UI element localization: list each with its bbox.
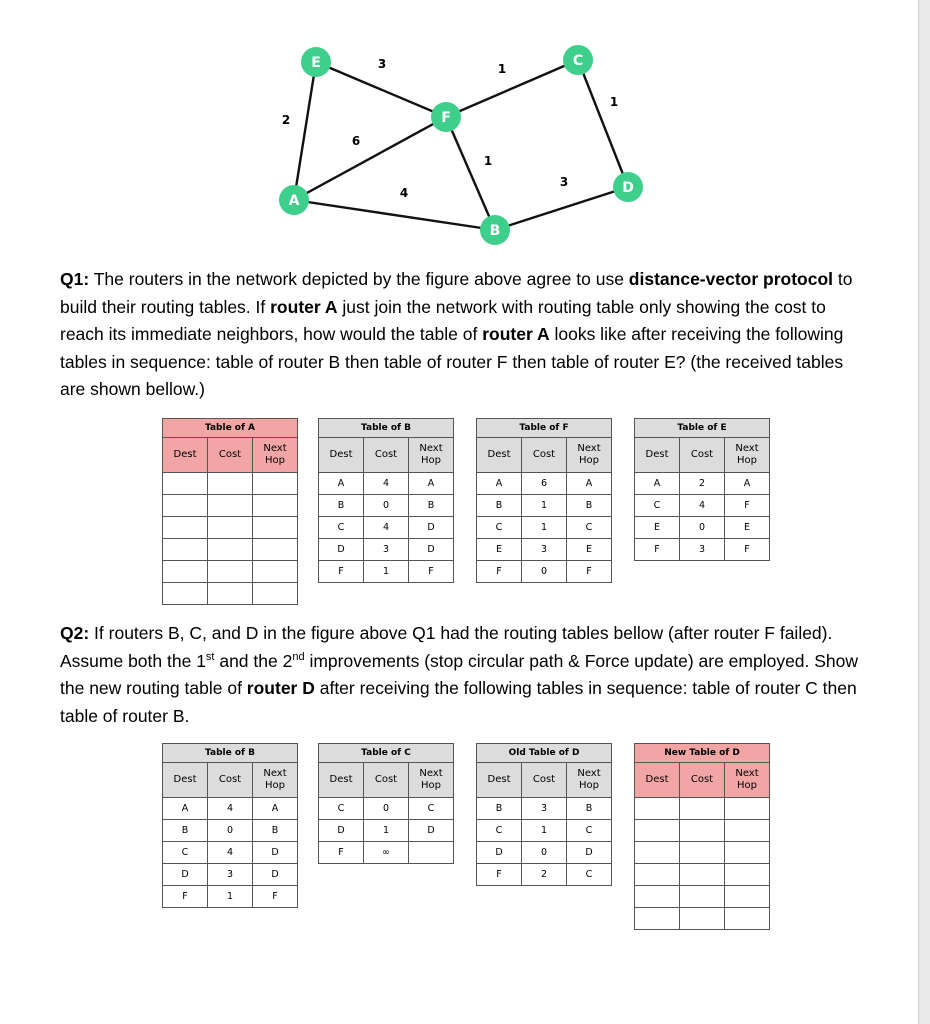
cell-dest: C bbox=[477, 517, 522, 539]
cell-dest bbox=[163, 561, 208, 583]
cell-dest: B bbox=[477, 495, 522, 517]
table-title-row bbox=[319, 744, 454, 763]
table-header-row bbox=[635, 763, 770, 798]
cell-next-hop: C bbox=[567, 517, 612, 539]
node-label-B: B bbox=[489, 223, 501, 239]
header-next: Next bbox=[735, 443, 759, 454]
edge-cost-E-A: 2 bbox=[281, 113, 291, 127]
cell-dest: A bbox=[635, 473, 680, 495]
cell-cost: 3 bbox=[680, 539, 725, 561]
edge-F-C bbox=[446, 60, 578, 117]
cell-dest bbox=[635, 820, 680, 842]
cell-dest: C bbox=[635, 495, 680, 517]
edge-C-D bbox=[578, 60, 628, 187]
cell-dest bbox=[163, 473, 208, 495]
header-next: Next bbox=[577, 768, 601, 779]
network-graph bbox=[0, 0, 700, 250]
table-title: Table of F bbox=[477, 419, 612, 438]
cell-next-hop bbox=[253, 473, 298, 495]
cell-next-hop: B bbox=[409, 495, 454, 517]
table-title-row bbox=[163, 744, 298, 763]
cell-dest: C bbox=[319, 517, 364, 539]
table-title-row bbox=[477, 744, 612, 763]
edge-cost-A-F: 6 bbox=[351, 134, 361, 148]
cell-cost bbox=[680, 886, 725, 908]
header-hop: Hop bbox=[421, 455, 441, 466]
cell-next-hop: E bbox=[725, 517, 770, 539]
cell-next-hop bbox=[725, 842, 770, 864]
cell-cost: 1 bbox=[522, 517, 567, 539]
table-header-row bbox=[477, 763, 612, 798]
cell-cost: 1 bbox=[522, 495, 567, 517]
table-row bbox=[319, 798, 454, 820]
cell-cost bbox=[680, 798, 725, 820]
table-title: Table of B bbox=[319, 419, 454, 438]
header-dest: Dest bbox=[477, 438, 522, 473]
cell-dest: C bbox=[163, 842, 208, 864]
table-row bbox=[635, 798, 770, 820]
header-next-hop bbox=[567, 763, 612, 798]
header-hop: Hop bbox=[737, 780, 757, 791]
edge-E-A bbox=[294, 62, 316, 200]
edge-cost-E-F: 3 bbox=[377, 57, 387, 71]
edge-cost-C-D: 1 bbox=[609, 95, 619, 109]
cell-next-hop bbox=[253, 495, 298, 517]
cell-cost: 0 bbox=[522, 842, 567, 864]
cell-cost bbox=[208, 473, 253, 495]
q2-table-3 bbox=[634, 743, 770, 930]
cell-next-hop: D bbox=[409, 517, 454, 539]
cell-next-hop bbox=[725, 908, 770, 930]
edge-A-B bbox=[294, 200, 495, 230]
edge-cost-B-D: 3 bbox=[559, 175, 569, 189]
cell-cost: ∞ bbox=[364, 842, 409, 864]
cell-cost bbox=[208, 517, 253, 539]
cell-cost bbox=[208, 495, 253, 517]
cell-cost: 1 bbox=[208, 886, 253, 908]
table-row bbox=[635, 842, 770, 864]
cell-next-hop: B bbox=[567, 798, 612, 820]
header-next-hop bbox=[567, 438, 612, 473]
cell-dest: F bbox=[319, 561, 364, 583]
table-row bbox=[319, 820, 454, 842]
cell-cost bbox=[680, 820, 725, 842]
cell-next-hop: F bbox=[567, 561, 612, 583]
cell-dest: A bbox=[319, 473, 364, 495]
table-title: Table of E bbox=[635, 419, 770, 438]
node-label-A: A bbox=[288, 193, 300, 209]
table-row bbox=[477, 539, 612, 561]
cell-cost: 4 bbox=[364, 517, 409, 539]
table-title-row bbox=[477, 419, 612, 438]
table-row bbox=[477, 473, 612, 495]
table-row bbox=[163, 539, 298, 561]
cell-cost: 3 bbox=[522, 798, 567, 820]
cell-dest bbox=[163, 517, 208, 539]
table-row bbox=[477, 798, 612, 820]
cell-next-hop bbox=[253, 539, 298, 561]
table-header-row bbox=[635, 438, 770, 473]
table-row bbox=[635, 517, 770, 539]
table-row bbox=[319, 473, 454, 495]
cell-cost: 3 bbox=[208, 864, 253, 886]
cell-cost bbox=[208, 539, 253, 561]
q2-table-2 bbox=[476, 743, 612, 886]
edge-cost-F-C: 1 bbox=[497, 62, 507, 76]
header-dest: Dest bbox=[319, 438, 364, 473]
node-label-D: D bbox=[622, 180, 634, 196]
cell-dest bbox=[635, 842, 680, 864]
header-dest: Dest bbox=[163, 438, 208, 473]
header-cost: Cost bbox=[364, 438, 409, 473]
table-title: Table of A bbox=[163, 419, 298, 438]
cell-cost: 2 bbox=[680, 473, 725, 495]
table-row bbox=[477, 495, 612, 517]
table-title: New Table of D bbox=[635, 744, 770, 763]
q1-table-0 bbox=[162, 418, 298, 605]
cell-dest: D bbox=[319, 820, 364, 842]
header-next: Next bbox=[419, 768, 443, 779]
cell-next-hop: F bbox=[409, 561, 454, 583]
table-title: Table of B bbox=[163, 744, 298, 763]
edge-cost-F-B: 1 bbox=[483, 154, 493, 168]
table-row bbox=[477, 864, 612, 886]
cell-dest bbox=[635, 798, 680, 820]
cell-next-hop: A bbox=[567, 473, 612, 495]
cell-next-hop: B bbox=[253, 820, 298, 842]
cell-dest bbox=[635, 864, 680, 886]
header-cost: Cost bbox=[680, 438, 725, 473]
table-row bbox=[163, 864, 298, 886]
cell-dest bbox=[163, 539, 208, 561]
cell-next-hop bbox=[253, 517, 298, 539]
cell-cost: 4 bbox=[680, 495, 725, 517]
table-header-row bbox=[319, 763, 454, 798]
edge-A-F bbox=[294, 117, 446, 200]
cell-next-hop: B bbox=[567, 495, 612, 517]
q2-table-1 bbox=[318, 743, 454, 864]
cell-next-hop bbox=[725, 820, 770, 842]
cell-cost: 0 bbox=[208, 820, 253, 842]
cell-dest bbox=[163, 583, 208, 605]
header-dest: Dest bbox=[163, 763, 208, 798]
header-dest: Dest bbox=[635, 438, 680, 473]
header-hop: Hop bbox=[421, 780, 441, 791]
cell-dest: F bbox=[477, 864, 522, 886]
table-row bbox=[163, 842, 298, 864]
cell-next-hop: A bbox=[409, 473, 454, 495]
cell-next-hop bbox=[725, 864, 770, 886]
cell-cost: 0 bbox=[364, 495, 409, 517]
header-next-hop bbox=[253, 438, 298, 473]
table-title-row bbox=[635, 744, 770, 763]
cell-dest: E bbox=[635, 517, 680, 539]
cell-next-hop: D bbox=[409, 820, 454, 842]
header-dest: Dest bbox=[477, 763, 522, 798]
header-hop: Hop bbox=[579, 455, 599, 466]
table-row bbox=[319, 539, 454, 561]
edge-F-B bbox=[446, 117, 495, 230]
cell-next-hop: F bbox=[725, 539, 770, 561]
q1-table-2 bbox=[476, 418, 612, 583]
cell-dest: F bbox=[635, 539, 680, 561]
node-label-C: C bbox=[572, 53, 584, 69]
cell-next-hop: C bbox=[567, 864, 612, 886]
cell-next-hop: D bbox=[253, 842, 298, 864]
q2-table-0 bbox=[162, 743, 298, 908]
cell-cost bbox=[680, 908, 725, 930]
cell-next-hop: D bbox=[253, 864, 298, 886]
header-next: Next bbox=[263, 443, 287, 454]
q1-table-3 bbox=[634, 418, 770, 561]
cell-cost: 2 bbox=[522, 864, 567, 886]
table-row bbox=[319, 561, 454, 583]
cell-cost: 0 bbox=[522, 561, 567, 583]
header-hop: Hop bbox=[579, 780, 599, 791]
cell-next-hop: C bbox=[567, 820, 612, 842]
cell-dest: B bbox=[477, 798, 522, 820]
table-row bbox=[319, 495, 454, 517]
table-row bbox=[163, 495, 298, 517]
table-title: Old Table of D bbox=[477, 744, 612, 763]
cell-cost: 6 bbox=[522, 473, 567, 495]
table-row bbox=[477, 820, 612, 842]
table-header-row bbox=[163, 438, 298, 473]
table-row bbox=[163, 798, 298, 820]
table-row bbox=[163, 820, 298, 842]
edge-B-D bbox=[495, 187, 628, 230]
header-cost: Cost bbox=[208, 763, 253, 798]
cell-next-hop: A bbox=[253, 798, 298, 820]
cell-cost: 4 bbox=[208, 842, 253, 864]
cell-next-hop: A bbox=[725, 473, 770, 495]
cell-dest: D bbox=[319, 539, 364, 561]
cell-cost: 4 bbox=[364, 473, 409, 495]
table-title-row bbox=[635, 419, 770, 438]
cell-dest bbox=[163, 495, 208, 517]
cell-dest: A bbox=[163, 798, 208, 820]
cell-next-hop: C bbox=[409, 798, 454, 820]
header-dest: Dest bbox=[635, 763, 680, 798]
header-next-hop bbox=[409, 763, 454, 798]
cell-cost: 0 bbox=[680, 517, 725, 539]
cell-cost: 0 bbox=[364, 798, 409, 820]
cell-next-hop bbox=[253, 561, 298, 583]
cell-cost bbox=[208, 583, 253, 605]
cell-cost: 3 bbox=[522, 539, 567, 561]
header-hop: Hop bbox=[265, 455, 285, 466]
table-row bbox=[635, 473, 770, 495]
cell-dest bbox=[635, 886, 680, 908]
table-row bbox=[635, 864, 770, 886]
table-row bbox=[163, 473, 298, 495]
table-row bbox=[319, 517, 454, 539]
cell-dest: B bbox=[319, 495, 364, 517]
cell-cost bbox=[680, 864, 725, 886]
cell-next-hop: D bbox=[409, 539, 454, 561]
header-next: Next bbox=[419, 443, 443, 454]
table-row bbox=[477, 517, 612, 539]
header-cost: Cost bbox=[208, 438, 253, 473]
cell-dest: C bbox=[319, 798, 364, 820]
q1-table-1 bbox=[318, 418, 454, 583]
table-row bbox=[635, 495, 770, 517]
header-cost: Cost bbox=[522, 763, 567, 798]
cell-cost: 4 bbox=[208, 798, 253, 820]
header-next-hop bbox=[725, 438, 770, 473]
cell-cost: 1 bbox=[364, 561, 409, 583]
header-next-hop bbox=[725, 763, 770, 798]
node-label-F: F bbox=[441, 110, 451, 126]
table-row bbox=[163, 517, 298, 539]
header-hop: Hop bbox=[737, 455, 757, 466]
cell-next-hop bbox=[253, 583, 298, 605]
cell-dest: D bbox=[477, 842, 522, 864]
cell-cost bbox=[208, 561, 253, 583]
cell-dest bbox=[635, 908, 680, 930]
node-label-E: E bbox=[311, 55, 321, 71]
question-1: Q1: The routers in the network depicted by the figure above agree to use distance-vector protocol to build their routing tables. If router A just join the network with routing table only showing the cost to reach its immediate neighbors, how would the table of router A looks like after receiving the following tables in sequence: table of router B then table of router F then table of router E? (the received tables are shown bellow.) bbox=[60, 269, 853, 399]
header-cost: Cost bbox=[522, 438, 567, 473]
table-header-row bbox=[163, 763, 298, 798]
header-cost: Cost bbox=[364, 763, 409, 798]
header-next: Next bbox=[577, 443, 601, 454]
header-next: Next bbox=[735, 768, 759, 779]
cell-next-hop: F bbox=[725, 495, 770, 517]
table-title-row bbox=[163, 419, 298, 438]
table-row bbox=[319, 842, 454, 864]
table-row bbox=[635, 908, 770, 930]
table-row bbox=[477, 842, 612, 864]
cell-dest: F bbox=[163, 886, 208, 908]
header-next-hop bbox=[253, 763, 298, 798]
table-row bbox=[477, 561, 612, 583]
cell-dest: F bbox=[477, 561, 522, 583]
cell-cost: 1 bbox=[364, 820, 409, 842]
cell-dest: E bbox=[477, 539, 522, 561]
header-dest: Dest bbox=[319, 763, 364, 798]
table-header-row bbox=[477, 438, 612, 473]
table-row bbox=[635, 820, 770, 842]
table-row bbox=[635, 539, 770, 561]
cell-cost: 3 bbox=[364, 539, 409, 561]
table-row bbox=[635, 886, 770, 908]
question-2: Q2: If routers B, C, and D in the figure above Q1 had the routing tables bellow (after router F failed). Assume both the 1st and the 2nd improvements (stop circular path & Force update) are employed. Show the new routing table of router D after receiving the following tables in sequence: table of router C then table of router B. bbox=[60, 623, 859, 726]
header-next-hop bbox=[409, 438, 454, 473]
table-row bbox=[163, 561, 298, 583]
cell-next-hop bbox=[409, 842, 454, 864]
table-row bbox=[163, 583, 298, 605]
header-cost: Cost bbox=[680, 763, 725, 798]
cell-next-hop bbox=[725, 886, 770, 908]
edge-cost-A-B: 4 bbox=[399, 186, 409, 200]
cell-next-hop: D bbox=[567, 842, 612, 864]
cell-next-hop bbox=[725, 798, 770, 820]
cell-cost: 1 bbox=[522, 820, 567, 842]
table-title: Table of C bbox=[319, 744, 454, 763]
header-hop: Hop bbox=[265, 780, 285, 791]
cell-next-hop: E bbox=[567, 539, 612, 561]
cell-dest: F bbox=[319, 842, 364, 864]
cell-dest: D bbox=[163, 864, 208, 886]
table-header-row bbox=[319, 438, 454, 473]
cell-dest: B bbox=[163, 820, 208, 842]
cell-dest: C bbox=[477, 820, 522, 842]
table-title-row bbox=[319, 419, 454, 438]
cell-cost bbox=[680, 842, 725, 864]
page-edge bbox=[918, 0, 930, 1024]
cell-dest: A bbox=[477, 473, 522, 495]
table-row bbox=[163, 886, 298, 908]
cell-next-hop: F bbox=[253, 886, 298, 908]
header-next: Next bbox=[263, 768, 287, 779]
